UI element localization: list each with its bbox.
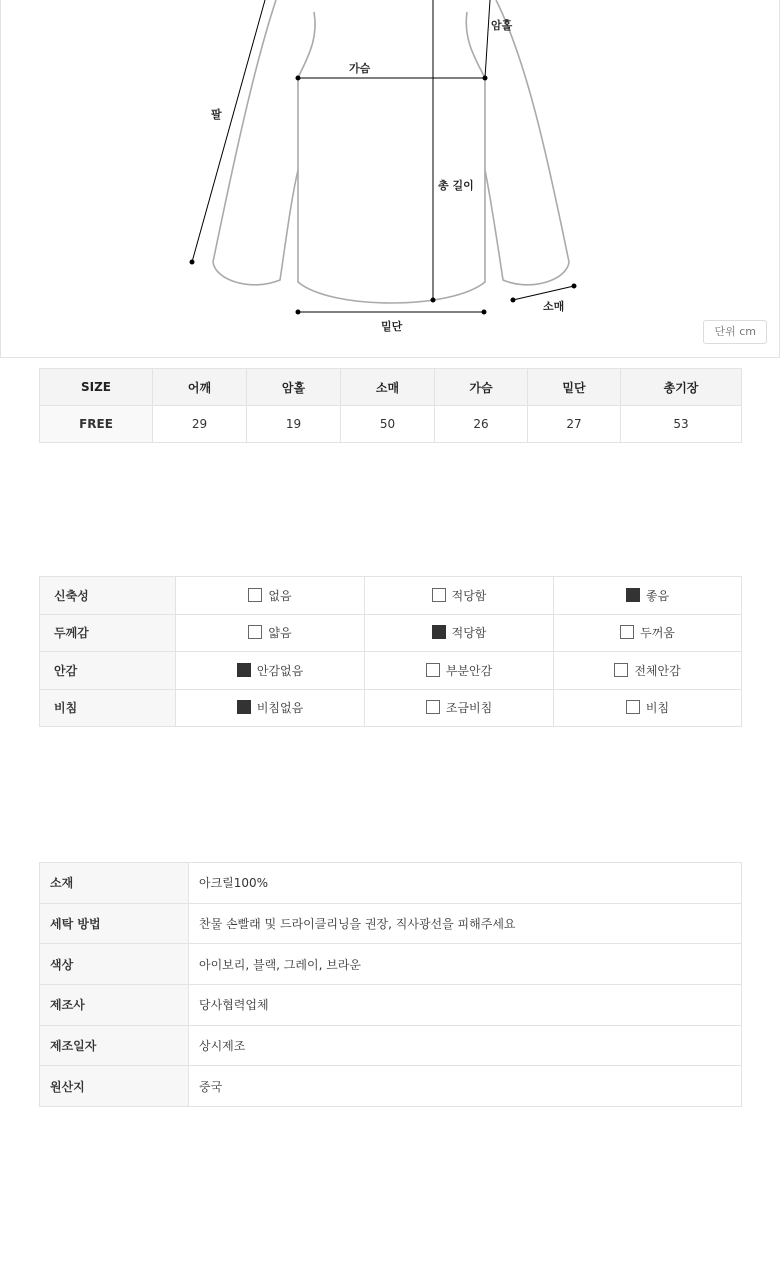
option-label: 전체안감 (634, 663, 681, 678)
feature-option (365, 614, 554, 652)
table-row (40, 406, 742, 443)
size-table (39, 368, 742, 443)
hem-value: 27 (528, 406, 621, 443)
chest-value: 26 (435, 406, 528, 443)
chest-header: 가슴 (435, 369, 528, 406)
garment-outline-illustration (1, 0, 780, 358)
chest-label: 가슴 (349, 62, 371, 75)
size-table-header-row (40, 369, 742, 406)
info-row-color (40, 944, 742, 985)
arm-label: 팔 (211, 108, 222, 121)
feature-option (365, 689, 554, 727)
info-label: 제조사 (40, 985, 189, 1026)
sleeve-header: 소매 (341, 369, 435, 406)
option-label: 비침 (645, 701, 670, 716)
checkbox-icon (614, 663, 628, 677)
option-label: 없음 (268, 588, 292, 603)
feature-row-lining (40, 652, 742, 690)
info-label: 색상 (40, 944, 189, 985)
checkbox-icon (426, 663, 440, 677)
checkbox-checked-icon (432, 625, 446, 639)
feature-option (554, 689, 742, 727)
total-length-value: 53 (621, 406, 742, 443)
checkbox-icon (620, 625, 634, 639)
option-label: 적당함 (451, 626, 487, 641)
feature-label: 두께감 (40, 614, 176, 652)
hem-header: 밑단 (528, 369, 621, 406)
feature-row-sheerness (40, 689, 742, 727)
product-info-table (39, 862, 742, 1107)
total-length-label: 총 길이 (438, 179, 474, 192)
info-label: 원산지 (40, 1066, 189, 1107)
feature-row-thickness (40, 614, 742, 652)
sleeve-value: 50 (341, 406, 435, 443)
option-label: 안감없음 (256, 663, 304, 678)
feature-label: 비침 (40, 689, 176, 727)
info-value: 아이보리, 블랙, 그레이, 브라운 (189, 944, 742, 985)
info-label: 세탁 방법 (40, 903, 189, 944)
checkbox-icon (432, 588, 446, 602)
option-label: 적당함 (451, 588, 487, 603)
checkbox-icon (626, 700, 640, 714)
feature-table (39, 576, 742, 727)
checkbox-icon (426, 700, 440, 714)
hem-label: 밑단 (381, 320, 403, 333)
armhole-value: 19 (247, 406, 341, 443)
feature-option (554, 652, 742, 690)
option-label: 조금비침 (445, 701, 493, 716)
feature-option (176, 614, 365, 652)
armhole-header: 암홀 (247, 369, 341, 406)
total-length-header: 총기장 (621, 369, 742, 406)
feature-option (176, 652, 365, 690)
info-label: 소재 (40, 863, 189, 904)
checkbox-icon (248, 625, 262, 639)
checkbox-icon (248, 588, 262, 602)
checkbox-checked-icon (626, 588, 640, 602)
option-label: 좋음 (645, 588, 670, 603)
option-label: 얇음 (268, 626, 292, 641)
info-row-manufacturer (40, 985, 742, 1026)
info-row-origin (40, 1066, 742, 1107)
feature-label: 신축성 (40, 577, 176, 615)
sleeve-label: 소매 (543, 300, 565, 313)
info-value: 아크릴100% (189, 863, 742, 904)
info-row-material (40, 863, 742, 904)
size-header: SIZE (40, 369, 153, 406)
feature-option (554, 614, 742, 652)
shoulder-header: 어깨 (153, 369, 247, 406)
option-label: 부분안감 (445, 663, 493, 678)
feature-row-stretch (40, 577, 742, 615)
info-row-washing (40, 903, 742, 944)
checkbox-checked-icon (237, 663, 251, 677)
armhole-label: 암홀 (491, 19, 513, 32)
option-label: 두꺼움 (640, 626, 675, 641)
info-value: 상시제조 (189, 1025, 742, 1066)
feature-option (365, 577, 554, 615)
unit-badge: 단위 cm (703, 320, 767, 344)
shoulder-value: 29 (153, 406, 247, 443)
feature-option (176, 577, 365, 615)
feature-option (554, 577, 742, 615)
info-value: 찬물 손빨래 및 드라이클리닝을 권장, 직사광선을 피해주세요 (189, 903, 742, 944)
measurement-diagram (0, 0, 780, 358)
info-row-manufacture-date (40, 1025, 742, 1066)
feature-label: 안감 (40, 652, 176, 690)
info-value: 중국 (189, 1066, 742, 1107)
feature-option (176, 689, 365, 727)
checkbox-checked-icon (237, 700, 251, 714)
info-label: 제조일자 (40, 1025, 189, 1066)
option-label: 비침없음 (256, 701, 304, 716)
size-value: FREE (40, 406, 153, 443)
feature-option (365, 652, 554, 690)
info-value: 당사협력업체 (189, 985, 742, 1026)
